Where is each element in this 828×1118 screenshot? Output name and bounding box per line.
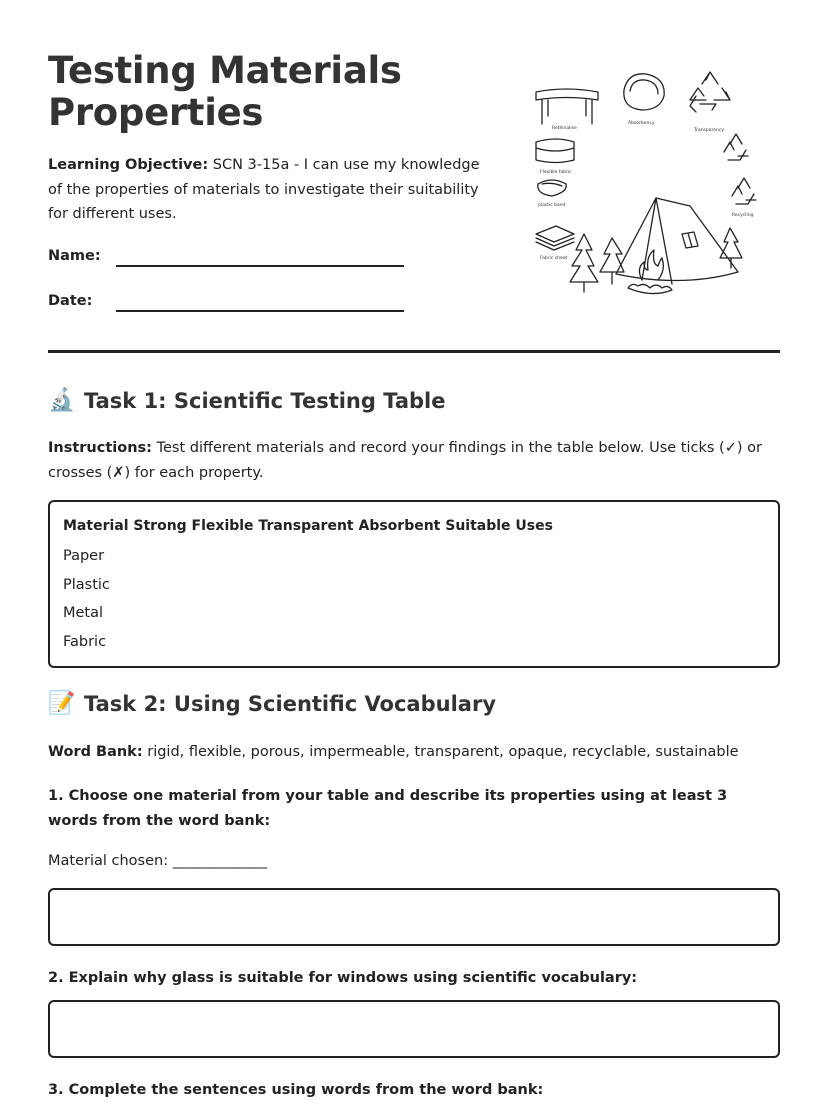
word-bank-label: Word Bank: [48, 744, 143, 760]
fabric-icon [536, 226, 574, 261]
task2-heading [48, 691, 496, 716]
learning-objective [48, 153, 498, 227]
instructions-label: Instructions: [48, 440, 152, 456]
instructions-text: Test different materials and record your findings in the table below. Use ticks (✓) or crosses (✗) for each property. [48, 440, 762, 481]
name-underline[interactable] [116, 265, 404, 267]
box-label: Flexible fabric [540, 170, 572, 175]
bowl-icon [624, 74, 664, 126]
bowl-label: Absorbency [628, 121, 655, 126]
task1-heading-text: Task 1: Scientific Testing Table [84, 388, 446, 413]
task1-instructions [48, 436, 780, 486]
table-header: Material Strong Flexible Transparent Absorbent Suitable Uses [63, 518, 553, 534]
date-label: Date: [48, 293, 93, 309]
recycle-mid-icon [732, 178, 756, 218]
question-1: 1. Choose one material from your table and describe its properties using at least 3 words from the word bank: [48, 788, 728, 829]
date-field[interactable] [48, 293, 92, 309]
date-underline[interactable] [116, 310, 404, 312]
answer-box-2[interactable] [48, 1000, 780, 1058]
word-bank-text: rigid, flexible, porous, impermeable, transparent, opaque, recyclable, sustainable [142, 744, 739, 760]
answer-box-1[interactable] [48, 888, 780, 946]
campfire-icon [628, 250, 672, 294]
objective-label: Learning Objective: [48, 157, 209, 173]
table-icon [536, 89, 598, 131]
name-field[interactable] [48, 248, 101, 264]
page-title [48, 50, 518, 134]
title-line-1: Testing Materials [48, 49, 402, 92]
title-line-2: Properties [48, 91, 264, 134]
question-3: 3. Complete the sentences using words from the word bank: [48, 1082, 544, 1098]
recycle-icon [690, 72, 730, 133]
material-chosen[interactable]: Material chosen: _____________ [48, 853, 267, 869]
table-row: Paper [63, 548, 105, 564]
name-label: Name: [48, 248, 101, 264]
word-bank [48, 740, 780, 765]
task1-heading [48, 388, 445, 413]
cushion-icon [538, 180, 566, 208]
objective-text: SCN 3-15a - I can use my knowledge of the properties of materials to investigate their suitability for different uses. [48, 157, 480, 222]
tree-icon [570, 228, 742, 292]
cushion-label: plastic band [538, 203, 566, 208]
recycle-top-label: Transparency [694, 128, 725, 133]
memo-icon: 📝 [48, 691, 76, 716]
recycle-small-icon [724, 134, 748, 160]
microscope-icon: 🔬 [48, 388, 76, 413]
testing-table [48, 500, 780, 668]
table-row: Metal [63, 605, 104, 621]
box-icon [536, 139, 574, 175]
table-row: Plastic [63, 577, 110, 593]
tent-icon [616, 198, 738, 284]
recycling-label: Recycling [732, 213, 754, 218]
header-divider [48, 350, 780, 353]
fabric-label: Fabric sheet [540, 256, 568, 261]
task2-heading-text: Task 2: Using Scientific Vocabulary [84, 691, 497, 716]
question-2: 2. Explain why glass is suitable for windows using scientific vocabulary: [48, 970, 638, 986]
table-label: Rethinalise [552, 126, 577, 131]
table-row: Fabric [63, 634, 107, 650]
materials-illustration [532, 66, 764, 306]
